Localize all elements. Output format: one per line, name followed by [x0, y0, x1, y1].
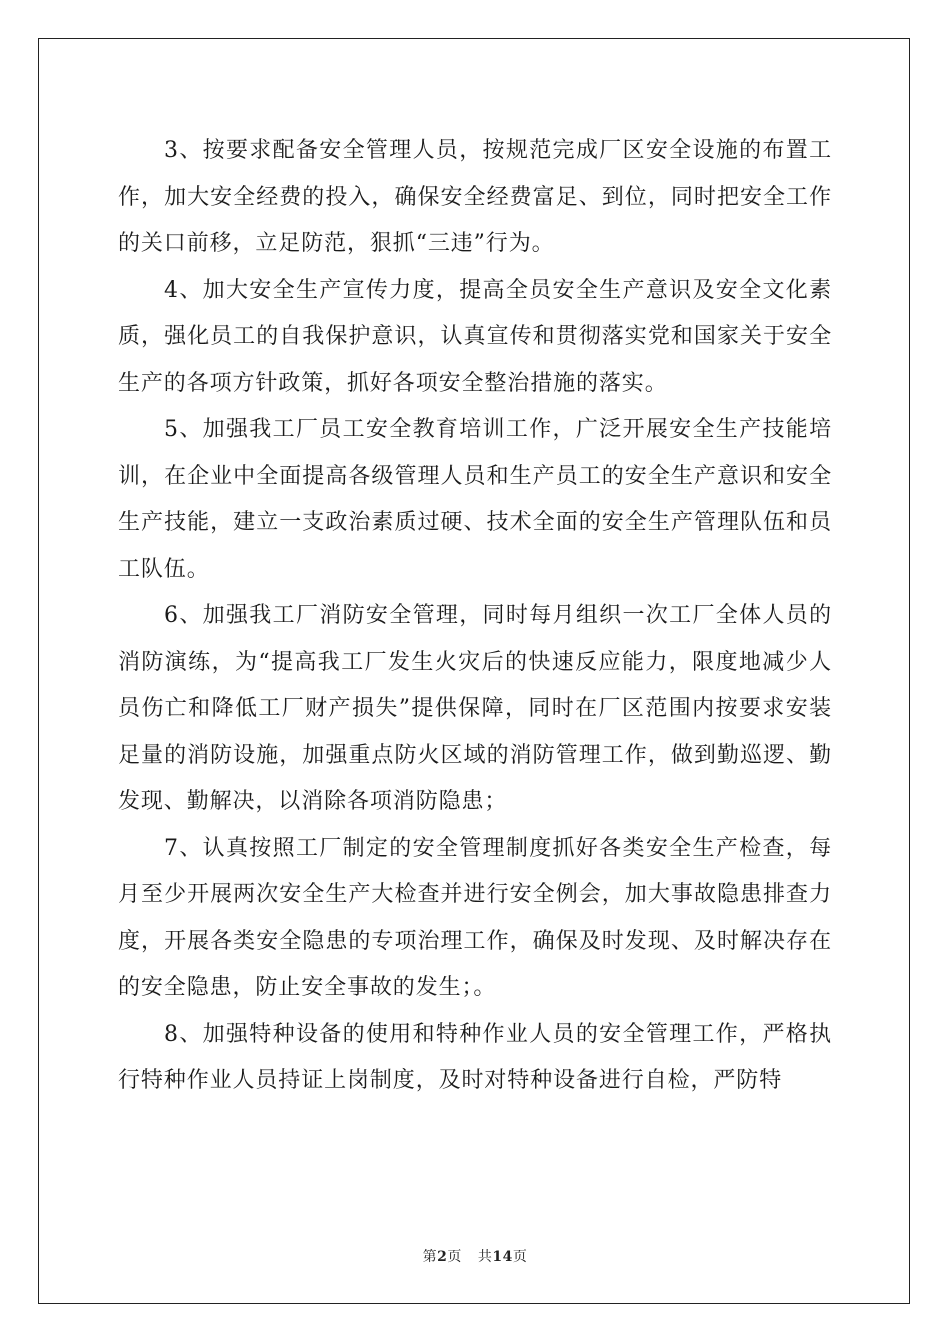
paragraph-item-4: 4、加大安全生产宣传力度，提高全员安全生产意识及安全文化素质，强化员工的自我保护意识，认真宣传和贯彻落实党和国家关于安全生产的各项方针政策，抓好各项安全整治措施的落实。 — [118, 277, 832, 396]
total-prefix: 共 — [477, 1249, 493, 1265]
page-prefix: 第 — [422, 1249, 438, 1265]
total-suffix: 页 — [512, 1249, 528, 1265]
paragraph-item-6: 6、加强我工厂消防安全管理，同时每月组织一次工厂全体人员的消防演练，为“提高我工厂发生火灾后的快速反应能力，限度地减少人员伤亡和降低工厂财产损失”提供保障，同时在厂区范围内按要求安装足量的消防设施，加强重点防火区域的消防管理工作，做到勤巡逻、勤发现、勤解决，以消除各项消防隐患； — [118, 603, 832, 814]
paragraph-item-7: 7、认真按照工厂制定的安全管理制度抓好各类安全生产检查，每月至少开展两次安全生产大检查并进行安全例会，加大事故隐患排查力度，开展各类安全隐患的专项治理工作，确保及时发现、及时解决存在的安全隐患，防止安全事故的发生；。 — [118, 835, 832, 1000]
paragraph-item-5: 5、加强我工厂员工安全教育培训工作，广泛开展安全生产技能培训，在企业中全面提高各级管理人员和生产员工的安全生产意识和安全生产技能，建立一支政治素质过硬、技术全面的安全生产管理队伍和员工队伍。 — [118, 417, 832, 582]
page-footer — [0, 1246, 950, 1266]
paragraph-item-8: 8、加强特种设备的使用和特种作业人员的安全管理工作，严格执行特种作业人员持证上岗制度，及时对特种设备进行自检，严防特 — [118, 1021, 832, 1093]
page-number: 2 — [437, 1249, 448, 1265]
page-suffix: 页 — [447, 1249, 462, 1265]
paragraph-item-3: 3、按要求配备安全管理人员，按规范完成厂区安全设施的布置工作，加大安全经费的投入，确保安全经费富足、到位，同时把安全工作的关口前移，立足防范，狠抓“三违”行为。 — [118, 138, 832, 256]
total-pages: 14 — [492, 1249, 513, 1265]
body-text — [118, 128, 832, 1105]
